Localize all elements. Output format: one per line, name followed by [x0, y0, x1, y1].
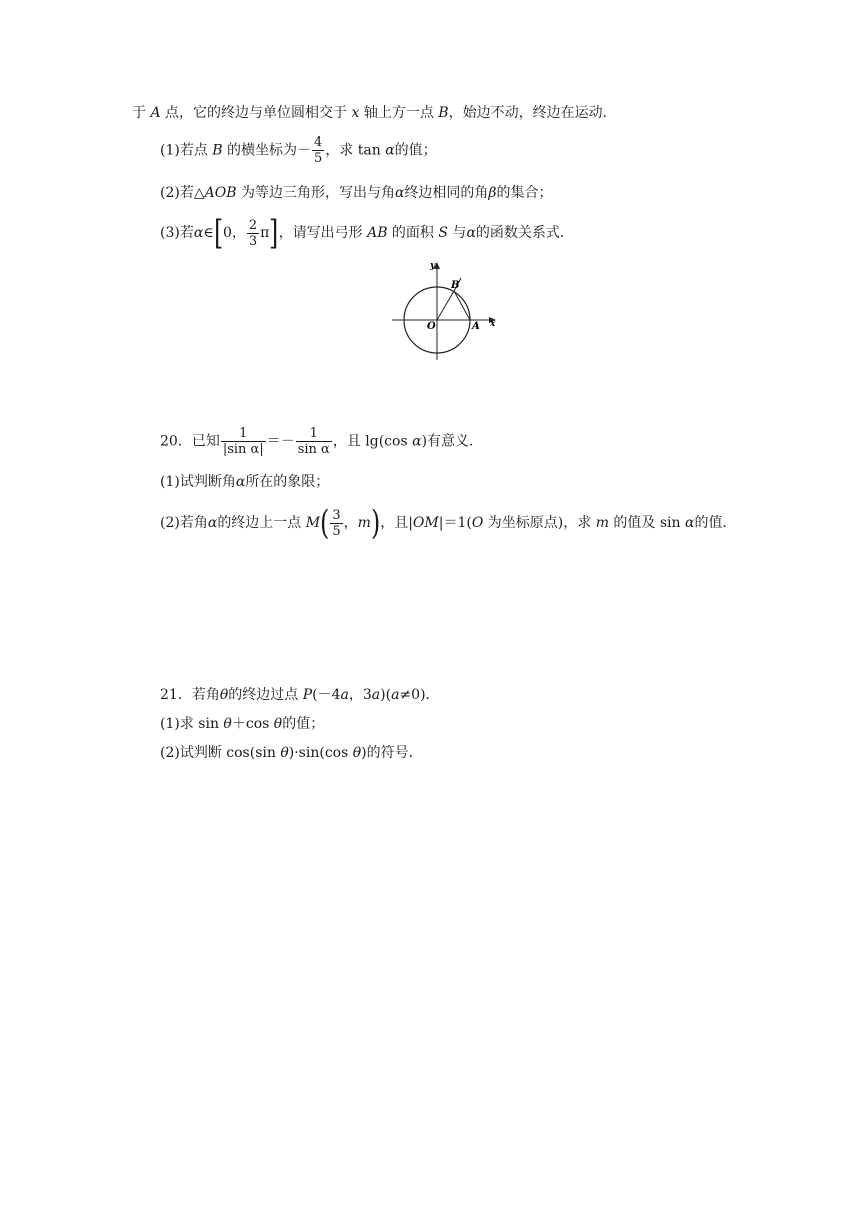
q20-part2: (2)若角α的终边上一点 M( $\frac{3}{5}$ ，m)，且|OM|＝1(O 为坐标原点)，求 m 的值及 sin α的值． [160, 503, 737, 543]
q20-stem: 20．已知 $\frac{1}{\text{|sin α|}}$ ＝－ $\frac{1}{\text{sin α}}$ ，且 lg(cos α)有意义． [160, 426, 484, 457]
left-bracket: [ [213, 213, 223, 253]
q21-part2: (2)试判断 cos(sin θ)·sin(cos θ)的符号． [160, 745, 423, 761]
right-bracket: ] [269, 213, 279, 253]
point-b-label: B [451, 280, 460, 291]
fraction: $\frac{1}{\text{|sin α|}}$ [222, 426, 264, 457]
left-paren: ( [320, 503, 330, 543]
q19-part3: (3)若α∈[0， $\frac{2}{3}$ π]，请写出弓形 AB 的面积 S 与α的函数关系式． [160, 213, 574, 253]
y-label: y [430, 261, 436, 271]
q21-part1: (1)求 sin θ＋cos θ的值； [160, 716, 325, 732]
origin-label: O [427, 321, 436, 332]
q19-part2: (2)若△AOB 为等边三角形，写出与角α终边相同的角β的集合； [160, 185, 553, 201]
fraction: $\frac{3}{5}$ [332, 507, 341, 539]
fraction: $\frac{1}{\text{sin α}}$ [297, 426, 330, 457]
chord-ab [454, 291, 470, 320]
q21-stem: 21．若角θ的终边过点 P(－4a，3a)(a≠0)． [160, 687, 440, 703]
fraction: $\frac{2}{3}$ [248, 217, 258, 249]
fraction: $\frac{4}{5}$ [314, 135, 323, 166]
radius-ob [437, 291, 454, 320]
q19-part1: (1)若点 B 的横坐标为－ $\frac{4}{5}$ ，求 tan α的值； [160, 135, 437, 166]
unit-circle-figure [388, 256, 500, 364]
q20-part1: (1)试判断角α所在的象限； [160, 474, 330, 490]
q19-intro: 于 A 点，它的终边与单位圆相交于 x 轴上方一点 B，始边不动，终边在运动． [132, 105, 617, 121]
right-paren: ) [370, 503, 381, 543]
x-label: x [490, 319, 496, 329]
point-a-label: A [472, 321, 480, 332]
